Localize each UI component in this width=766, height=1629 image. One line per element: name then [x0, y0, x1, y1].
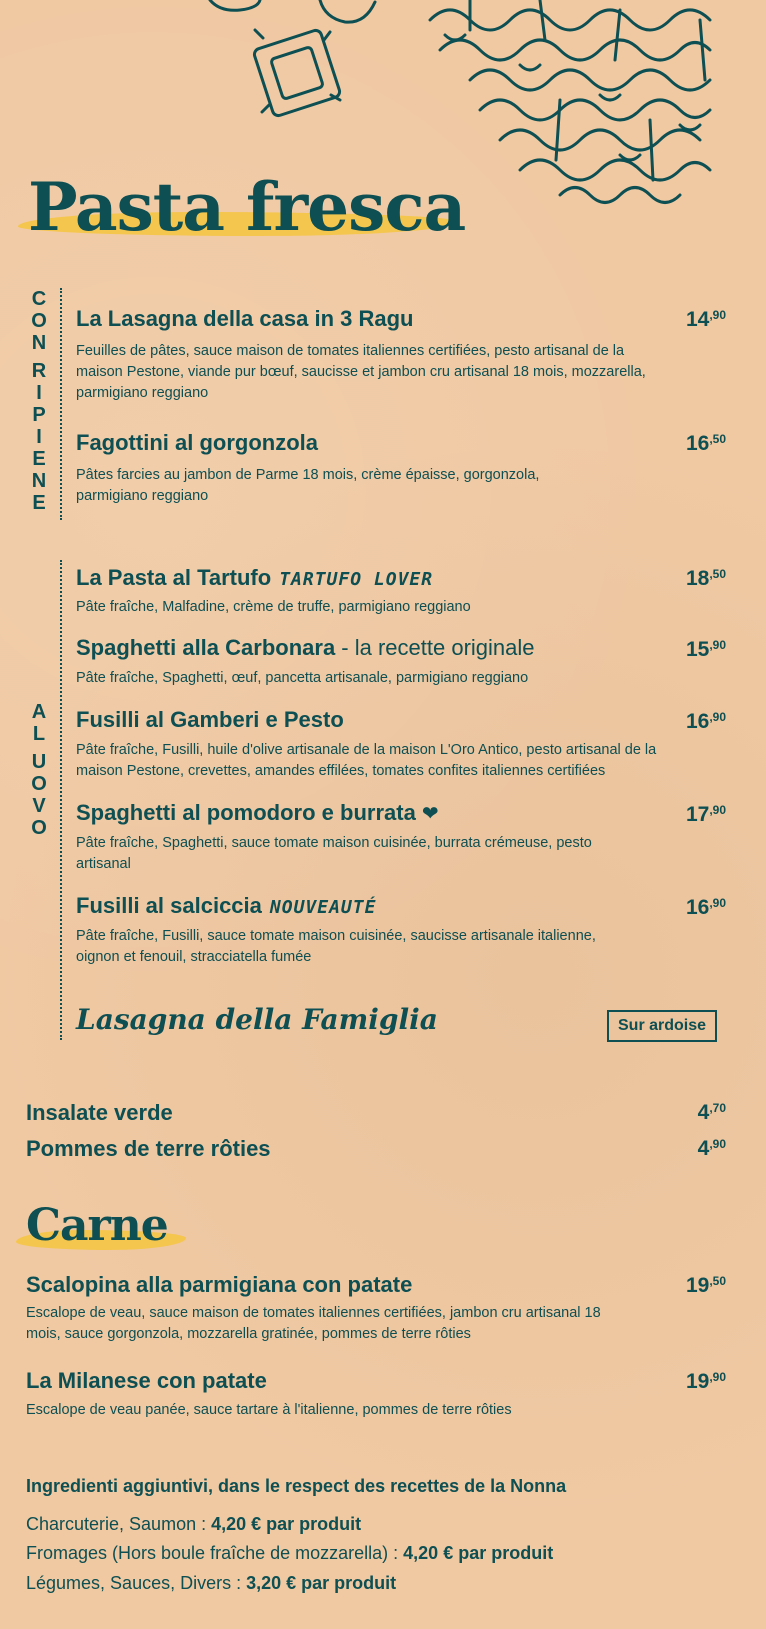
- tartufo-lover-tag: TARTUFO LOVER: [279, 569, 434, 590]
- item-salciccia-price: $16^{,90}$: [685, 896, 726, 919]
- item-burrata-name: Spaghetti al pomodoro e burrata ❤: [76, 800, 439, 825]
- famiglia-title: Lasagna della Famiglia: [76, 1003, 438, 1036]
- sur-ardoise-badge: Sur ardoise: [607, 1010, 717, 1042]
- extras-title: Ingredienti aggiuntivi, dans le respect des recettes de la Nonna: [26, 1476, 567, 1496]
- carne-title: Carne: [26, 1200, 168, 1251]
- vertical-letter: O: [31, 773, 47, 795]
- item-carbonara-price: $15^{,90}$: [685, 638, 726, 661]
- side-insalate-name: Insalate verde: [26, 1100, 173, 1125]
- item-fagottini-name: Fagottini al gorgonzola: [76, 430, 318, 455]
- carne-scalopina-price: $19^{,50}$: [685, 1274, 726, 1297]
- item-burrata-desc: Pâte fraîche, Spaghetti, sauce tomate maison cuisinée, burrata crémeuse, pesto artisanal: [76, 835, 592, 872]
- item-fagottini-price: $16^{,50}$: [685, 432, 726, 455]
- carne-milanese-name: La Milanese con patate: [26, 1368, 267, 1393]
- vertical-letter: I: [36, 382, 42, 404]
- vertical-letter: E: [32, 492, 46, 514]
- vertical-letter: L: [32, 723, 46, 745]
- item-gamberi-desc: Pâte fraîche, Fusilli, huile d'olive artisanale de la maison L'Oro Antico, pesto artisanal de la maison Pestone, crevettes, amandes effilées, tomates confites italiennes certifiées: [76, 742, 657, 779]
- side-pommes-name: Pommes de terre rôties: [26, 1136, 271, 1161]
- item-lasagna-price: $14^{,90}$: [685, 308, 726, 331]
- item-burrata-price: $17^{,90}$: [685, 803, 726, 826]
- vertical-letter: C: [31, 288, 47, 310]
- extra-charcuterie: Charcuterie, Saumon : 4,20 € par produit: [26, 1514, 362, 1534]
- con-ripiene-label: [27, 288, 51, 514]
- vertical-letter: O: [31, 310, 47, 332]
- item-fagottini-desc: Pâtes farcies au jambon de Parme 18 mois, crème épaisse, gorgonzola, parmigiano reggiano: [76, 467, 540, 504]
- extra-fromages: Fromages (Hors boule fraîche de mozzarella) : 4,20 € par produit: [26, 1543, 554, 1563]
- heart-icon: ❤: [421, 803, 439, 825]
- vertical-letter: E: [32, 448, 46, 470]
- pasta-fresca-title: Pasta fresca: [28, 168, 466, 246]
- item-carbonara-name: Spaghetti alla Carbonara - la recette originale: [76, 635, 535, 660]
- item-carbonara-desc: Pâte fraîche, Spaghetti, œuf, pancetta artisanale, parmigiano reggiano: [76, 670, 529, 686]
- uovo-divider: [60, 560, 62, 1040]
- item-lasagna-name: La Lasagna della casa in 3 Ragu: [76, 306, 414, 331]
- vertical-letter: I: [36, 426, 42, 448]
- extra-legumes: Légumes, Sauces, Divers : 3,20 € par produit: [26, 1573, 397, 1593]
- vertical-letter: V: [32, 795, 46, 817]
- fusilli-icon: [430, 0, 710, 203]
- nouveaute-tag: NOUVEAUTÉ: [269, 897, 377, 918]
- carne-scalopina-desc: Escalope de veau, sauce maison de tomates italiennes certifiées, jambon cru artisanal 18 mois, sauce gorgonzola, mozzarella gratinée, pommes de terre rôties: [26, 1305, 601, 1342]
- item-tartufo-desc: Pâte fraîche, Malfadine, crème de truffe, parmigiano reggiano: [76, 599, 471, 615]
- al-uovo-label: [27, 701, 51, 839]
- item-gamberi-price: $16^{,90}$: [685, 710, 726, 733]
- item-tartufo-name: La Pasta al Tartufo TARTUFO LOVER: [76, 565, 434, 590]
- vertical-letter: P: [32, 404, 46, 426]
- ravioli-icon: [253, 29, 341, 117]
- ripiene-divider: [60, 288, 62, 520]
- side-insalate-price: $4^{,70}$: [697, 1101, 726, 1124]
- side-pommes-price: $4^{,90}$: [697, 1137, 726, 1160]
- vertical-letter: U: [31, 751, 47, 773]
- item-salciccia-desc: Pâte fraîche, Fusilli, sauce tomate maison cuisinée, saucisse artisanale italienne, oignon et fenouil, stracciatella fumée: [76, 928, 596, 965]
- vertical-letter: A: [31, 701, 47, 723]
- vertical-letter: R: [31, 360, 47, 382]
- item-salciccia-name: Fusilli al salciccia NOUVEAUTÉ: [76, 893, 377, 918]
- carne-milanese-desc: Escalope de veau panée, sauce tartare à l'italienne, pommes de terre rôties: [26, 1402, 512, 1418]
- item-tartufo-price: $18^{,50}$: [685, 567, 726, 590]
- vertical-letter: N: [31, 470, 47, 492]
- item-gamberi-name: Fusilli al Gamberi e Pesto: [76, 707, 344, 732]
- vertical-letter: N: [31, 332, 47, 354]
- item-lasagna-desc: Feuilles de pâtes, sauce maison de tomates italiennes certifiées, pesto artisanal de la maison Pestone, viande pur bœuf, saucisse et jambon cru artisanal 18 mois, mozzarella, parmigiano reggiano: [76, 343, 646, 401]
- carne-milanese-price: $19^{,90}$: [685, 1370, 726, 1393]
- carne-scalopina-name: Scalopina alla parmigiana con patate: [26, 1272, 413, 1297]
- vertical-letter: O: [31, 817, 47, 839]
